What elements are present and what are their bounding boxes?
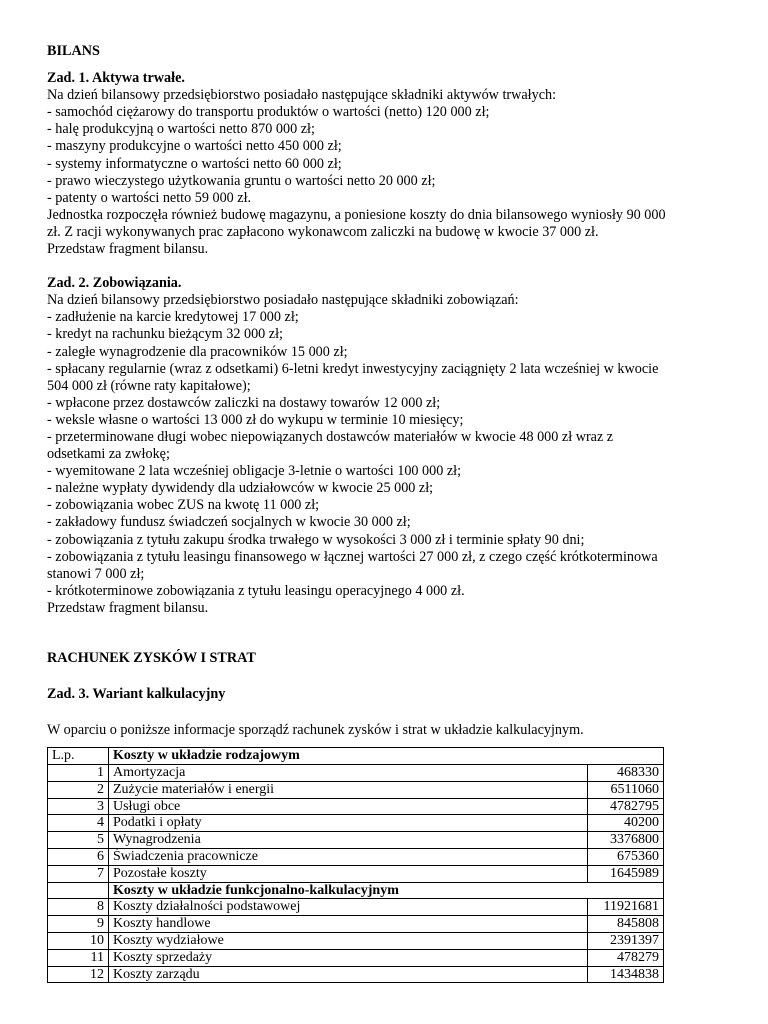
task-1-item: - samochód ciężarowy do transportu produktów o wartości (netto) 120 000 zł;	[47, 104, 490, 121]
table-row	[48, 966, 664, 983]
task-2-line: odsetkami za zwłokę;	[47, 446, 170, 463]
row-value: 1434838	[588, 966, 664, 983]
row-number: 11	[48, 949, 109, 966]
table-row	[48, 832, 664, 849]
task-1-item: - maszyny produkcyjne o wartości netto 450 000 zł;	[47, 138, 342, 155]
task-1-item: - halę produkcyjną o wartości netto 870 000 zł;	[47, 121, 315, 138]
task-2-line: - kredyt na rachunku bieżącym 32 000 zł;	[47, 326, 283, 343]
row-number: 12	[48, 966, 109, 983]
row-number: 4	[48, 815, 109, 832]
row-name: Koszty działalności podstawowej	[109, 899, 588, 916]
row-number: 6	[48, 849, 109, 866]
cost-table	[47, 747, 664, 983]
row-value: 2391397	[588, 933, 664, 950]
table-row	[48, 781, 664, 798]
row-number: 9	[48, 916, 109, 933]
group-header-funkcjonalny: Koszty w układzie funkcjonalno-kalkulacyjnym	[109, 882, 664, 899]
row-name: Świadczenia pracownicze	[109, 849, 588, 866]
task-3-title: Zad. 3. Wariant kalkulacyjny	[47, 686, 226, 703]
task-2-line: - zobowiązania wobec ZUS na kwotę 11 000 zł;	[47, 497, 320, 514]
row-value: 468330	[588, 765, 664, 782]
section-heading-bilans: BILANS	[47, 43, 100, 59]
task-2-line: - weksle własne o wartości 13 000 zł do wykupu w terminie 10 miesięcy;	[47, 411, 464, 428]
table-row	[48, 765, 664, 782]
table-row	[48, 865, 664, 882]
task-2-line: - zaległe wynagrodzenie dla pracowników 15 000 zł;	[47, 343, 348, 360]
row-value: 845808	[588, 916, 664, 933]
table-row	[48, 815, 664, 832]
row-number: 3	[48, 798, 109, 815]
task-2-line: - należne wypłaty dywidendy dla udziałowców w kwocie 25 000 zł;	[47, 480, 434, 497]
row-value: 478279	[588, 949, 664, 966]
row-number: 5	[48, 832, 109, 849]
row-number: 1	[48, 765, 109, 782]
task-1-item: - prawo wieczystego użytkowania gruntu o wartości netto 20 000 zł;	[47, 172, 436, 189]
row-number: 10	[48, 933, 109, 950]
task-2-line: - zakładowy fundusz świadczeń socjalnych w kwocie 30 000 zł;	[47, 514, 411, 531]
task-2-instruction: Przedstaw fragment bilansu.	[47, 599, 209, 616]
group-header-rodzajowy: Koszty w układzie rodzajowym	[109, 748, 664, 765]
row-value: 4782795	[588, 798, 664, 815]
row-name: Usługi obce	[109, 798, 588, 815]
row-name: Podatki i opłaty	[109, 815, 588, 832]
task-2-intro: Na dzień bilansowy przedsiębiorstwo posiadało następujące składniki zobowiązań:	[47, 292, 519, 309]
task-3-intro: W oparciu o poniższe informacje sporządź rachunek zysków i strat w układzie kalkulacyjnym.	[47, 722, 584, 739]
row-name: Wynagrodzenia	[109, 832, 588, 849]
row-value: 6511060	[588, 781, 664, 798]
table-group-row	[48, 882, 664, 899]
table-row	[48, 899, 664, 916]
task-2-line: - spłacany regularnie (wraz z odsetkami) 6-letni kredyt inwestycyjny zaciągnięty 2 lata wcześniej w kwocie	[47, 360, 659, 377]
row-name: Zużycie materiałów i energii	[109, 781, 588, 798]
section-heading-rzis: RACHUNEK ZYSKÓW I STRAT	[47, 650, 256, 666]
task-1-title: Zad. 1. Aktywa trwałe.	[47, 70, 185, 87]
row-name: Pozostałe koszty	[109, 865, 588, 882]
row-value: 3376800	[588, 832, 664, 849]
row-name: Koszty sprzedaży	[109, 949, 588, 966]
table-row	[48, 916, 664, 933]
task-1-outro: zł. Z racji wykonywanych prac zapłacono wykonawcom zaliczki na budowę w kwocie 37 000 zł.	[47, 223, 599, 240]
task-1-intro: Na dzień bilansowy przedsiębiorstwo posiadało następujące składniki aktywów trwałych:	[47, 87, 557, 104]
task-2-line: - wpłacone przez dostawców zaliczki na dostawy towarów 12 000 zł;	[47, 394, 441, 411]
row-name: Koszty handlowe	[109, 916, 588, 933]
row-number: 2	[48, 781, 109, 798]
task-1-item: - systemy informatyczne o wartości netto 60 000 zł;	[47, 155, 342, 172]
task-1-outro: Jednostka rozpoczęła również budowę magazynu, a poniesione koszty do dnia bilansowego wyniosły 90 000	[47, 206, 666, 223]
row-value: 1645989	[588, 865, 664, 882]
task-2-line: - zobowiązania z tytułu leasingu finansowego w łącznej wartości 27 000 zł, z czego część krótkoterminowa	[47, 548, 658, 565]
task-2-line: - zobowiązania z tytułu zakupu środka trwałego w wysokości 3 000 zł i terminie spłaty 90 dni;	[47, 531, 585, 548]
table-header-row	[48, 748, 664, 765]
task-2-line: stanowi 7 000 zł;	[47, 565, 145, 582]
row-value: 40200	[588, 815, 664, 832]
table-row	[48, 933, 664, 950]
row-name: Koszty zarządu	[109, 966, 588, 983]
row-name: Koszty wydziałowe	[109, 933, 588, 950]
row-value: 11921681	[588, 899, 664, 916]
table-row	[48, 798, 664, 815]
row-value: 675360	[588, 849, 664, 866]
empty-cell	[48, 882, 109, 899]
task-2-line: - krótkoterminowe zobowiązania z tytułu leasingu operacyjnego 4 000 zł.	[47, 582, 465, 599]
task-2-line: 504 000 zł (równe raty kapitałowe);	[47, 377, 251, 394]
lp-header: L.p.	[48, 748, 109, 765]
row-number: 8	[48, 899, 109, 916]
task-2-line: - zadłużenie na karcie kredytowej 17 000 zł;	[47, 309, 299, 326]
row-number: 7	[48, 865, 109, 882]
table-row	[48, 949, 664, 966]
row-name: Amortyzacja	[109, 765, 588, 782]
task-2-line: - wyemitowane 2 lata wcześniej obligacje 3-letnie o wartości 100 000 zł;	[47, 463, 462, 480]
task-1-instruction: Przedstaw fragment bilansu.	[47, 241, 209, 258]
task-2-line: - przeterminowane długi wobec niepowiązanych dostawców materiałów w kwocie 48 000 zł wraz z	[47, 428, 614, 445]
task-2-title: Zad. 2. Zobowiązania.	[47, 275, 182, 292]
table-row	[48, 849, 664, 866]
task-1-item: - patenty o wartości netto 59 000 zł.	[47, 189, 252, 206]
